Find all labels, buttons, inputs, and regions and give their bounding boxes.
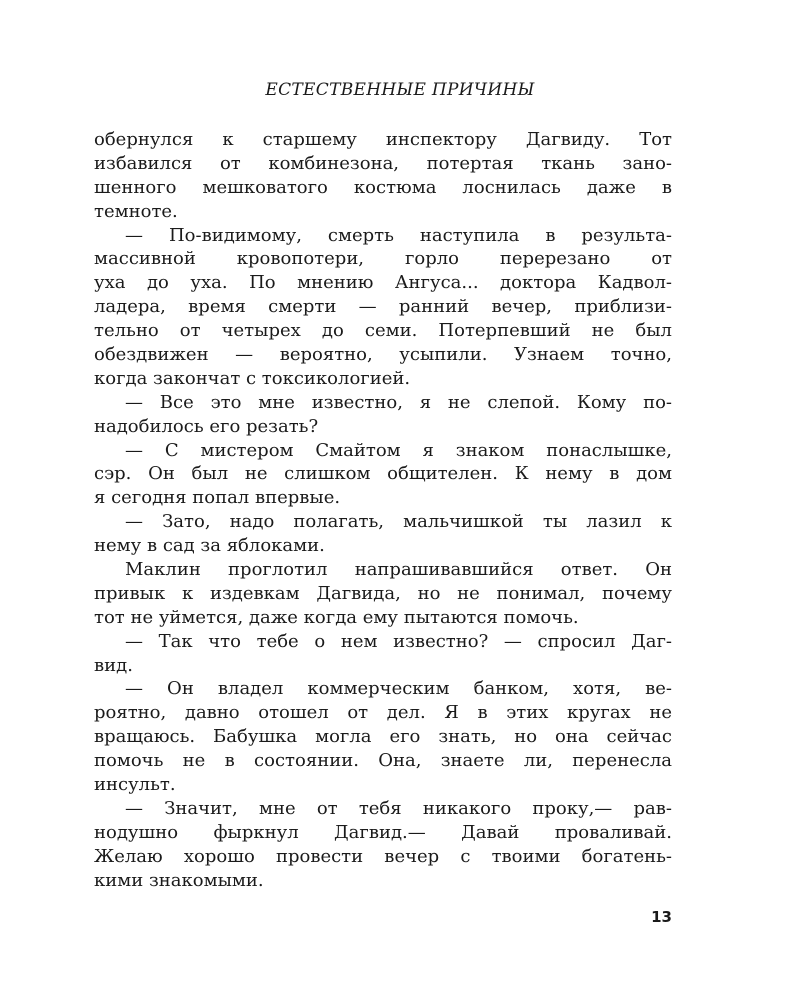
text-line: — Так что тебе о нем известно? — спросил Даг- — [125, 630, 672, 652]
running-title: ЕСТЕСТВЕННЫЕ ПРИЧИНЫ — [265, 80, 535, 100]
text-line: помочь не в состоянии. Она, знаете ли, перенесла — [94, 750, 672, 772]
text-line: я сегодня попал впервые. — [94, 487, 341, 509]
text-line: — Все это мне известно, я не слепой. Кому по- — [125, 391, 672, 413]
text-line: темноте. — [94, 200, 178, 222]
text-line: вид. — [94, 654, 133, 676]
text-line: обездвижен — вероятно, усыпили. Узнаем точно, — [94, 344, 672, 366]
text-line: роятно, давно отошел от дел. Я в этих кругах не — [94, 702, 672, 724]
text-line: нему в сад за яблоками. — [94, 535, 325, 557]
text-line: — Зато, надо полагать, мальчишкой ты лазил к — [125, 511, 672, 533]
text-line: надобилось его резать? — [94, 415, 319, 437]
body-text — [94, 128, 672, 893]
text-line: тот не уймется, даже когда ему пытаются помочь. — [94, 606, 579, 628]
text-line: инсульт. — [94, 774, 176, 796]
text-line: Маклин проглотил напрашивавшийся ответ. Он — [125, 559, 672, 581]
text-line: когда закончат с токсикологией. — [94, 367, 411, 389]
text-line: уха до уха. По мнению Ангуса... доктора Кадвол- — [94, 272, 672, 294]
text-line: привык к издевкам Дагвида, но не понимал, почему — [94, 582, 672, 604]
text-line: — По-видимому, смерть наступила в результа- — [125, 224, 672, 246]
text-line: — Значит, мне от тебя никакого проку,— рав- — [125, 797, 672, 819]
text-line: шенного мешковатого костюма лоснилась даже в — [94, 176, 672, 198]
text-line: тельно от четырех до семи. Потерпевший не был — [94, 320, 672, 342]
text-line: Желаю хорошо провести вечер с твоими богатень- — [94, 845, 672, 867]
text-line: избавился от комбинезона, потертая ткань зано- — [94, 152, 672, 174]
text-line: сэр. Он был не слишком общителен. К нему в дом — [94, 463, 672, 485]
text-line: обернулся к старшему инспектору Дагвиду. Тот — [94, 129, 672, 150]
text-line: кими знакомыми. — [94, 869, 264, 891]
text-line: ладера, время смерти — ранний вечер, приблизи- — [94, 296, 672, 318]
text-line: — С мистером Смайтом я знаком понаслышке, — [125, 439, 672, 461]
page-number: 13 — [651, 908, 672, 926]
text-line: массивной кровопотери, горло перерезано от — [94, 248, 672, 270]
text-line: вращаюсь. Бабушка могла его знать, но она сейчас — [94, 726, 672, 748]
text-line: нодушно фыркнул Дагвид.— Давай проваливай. — [94, 821, 672, 843]
text-line: — Он владел коммерческим банком, хотя, ве- — [125, 678, 672, 700]
